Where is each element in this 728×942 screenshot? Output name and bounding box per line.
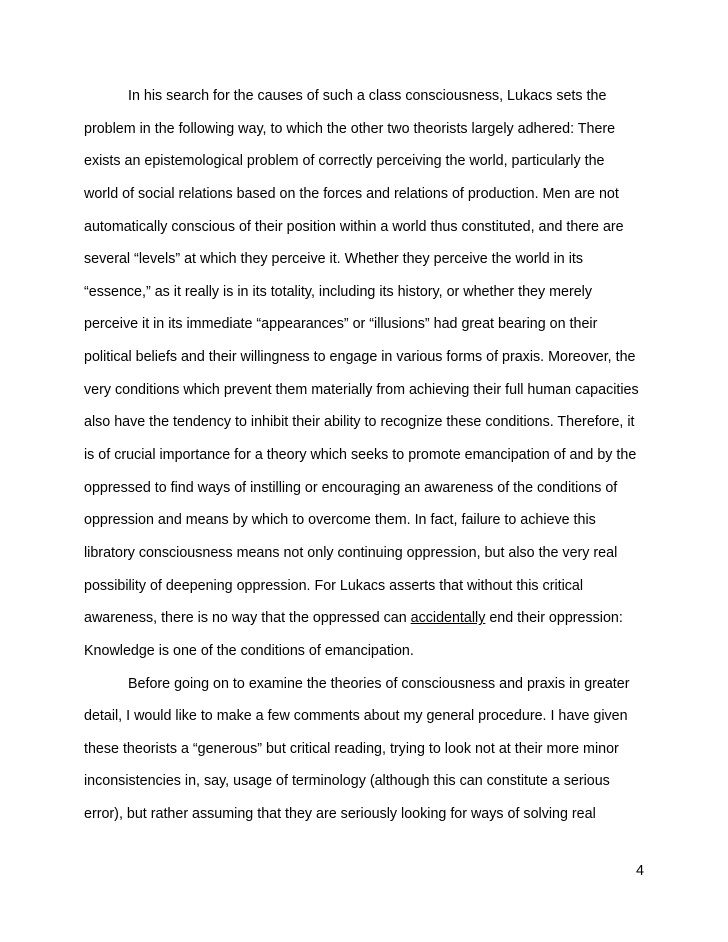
paragraph-2-first-line: Before going on to examine the theories of consciousness and praxis in greater (128, 675, 630, 692)
paragraph-1-first-line: In his search for the causes of such a class consciousness, Lukacs sets the (128, 88, 607, 104)
text-line-with-underline (84, 602, 664, 635)
text-line: inconsistencies in, say, usage of terminology (although this can constitute a serious (84, 773, 610, 790)
text-line: exists an epistemological problem of correctly perceiving the world, particularly the (84, 153, 605, 170)
text-line: problem in the following way, to which the other two theorists largely adhered: There (84, 120, 616, 137)
text-line: perceive it in its immediate “appearances” or “illusions” had great bearing on their (84, 316, 598, 333)
text-segment: end their oppression: (485, 610, 623, 627)
text-line: libratory consciousness means not only continuing oppression, but also the very real (84, 544, 618, 561)
text-line: automatically conscious of their position within a world thus constituted, and there are (84, 218, 624, 235)
text-line: error), but rather assuming that they are seriously looking for ways of solving real (84, 806, 596, 823)
underlined-word: accidentally (410, 610, 486, 627)
page-number: 4 (636, 863, 644, 879)
text-line: is of crucial importance for a theory which seeks to promote emancipation of and by the (84, 447, 637, 464)
text-line: political beliefs and their willingness to engage in various forms of praxis. Moreover, the (84, 349, 636, 366)
text-line: several “levels” at which they perceive it. Whether they perceive the world in its (84, 251, 584, 268)
text-line: oppressed to find ways of instilling or encouraging an awareness of the conditions of (84, 479, 618, 496)
text-line: also have the tendency to inhibit their ability to recognize these conditions. Therefore, it (84, 414, 635, 431)
text-line: very conditions which prevent them materially from achieving their full human capacities (84, 381, 639, 398)
text-line: detail, I would like to make a few comments about my general procedure. I have given (84, 708, 628, 725)
text-segment: awareness, there is no way that the oppressed can (84, 610, 411, 627)
text-line: oppression and means by which to overcome them. In fact, failure to achieve this (84, 512, 596, 529)
text-line: “essence,” as it really is in its totality, including its history, or whether they merely (84, 283, 592, 300)
body-text (84, 80, 664, 831)
text-line: these theorists a “generous” but critical reading, trying to look not at their more minor (84, 740, 619, 757)
text-line: world of social relations based on the forces and relations of production. Men are not (84, 185, 619, 202)
text-line: Knowledge is one of the conditions of emancipation. (84, 642, 414, 659)
text-line: possibility of deepening oppression. For Lukacs asserts that without this critical (84, 577, 584, 594)
